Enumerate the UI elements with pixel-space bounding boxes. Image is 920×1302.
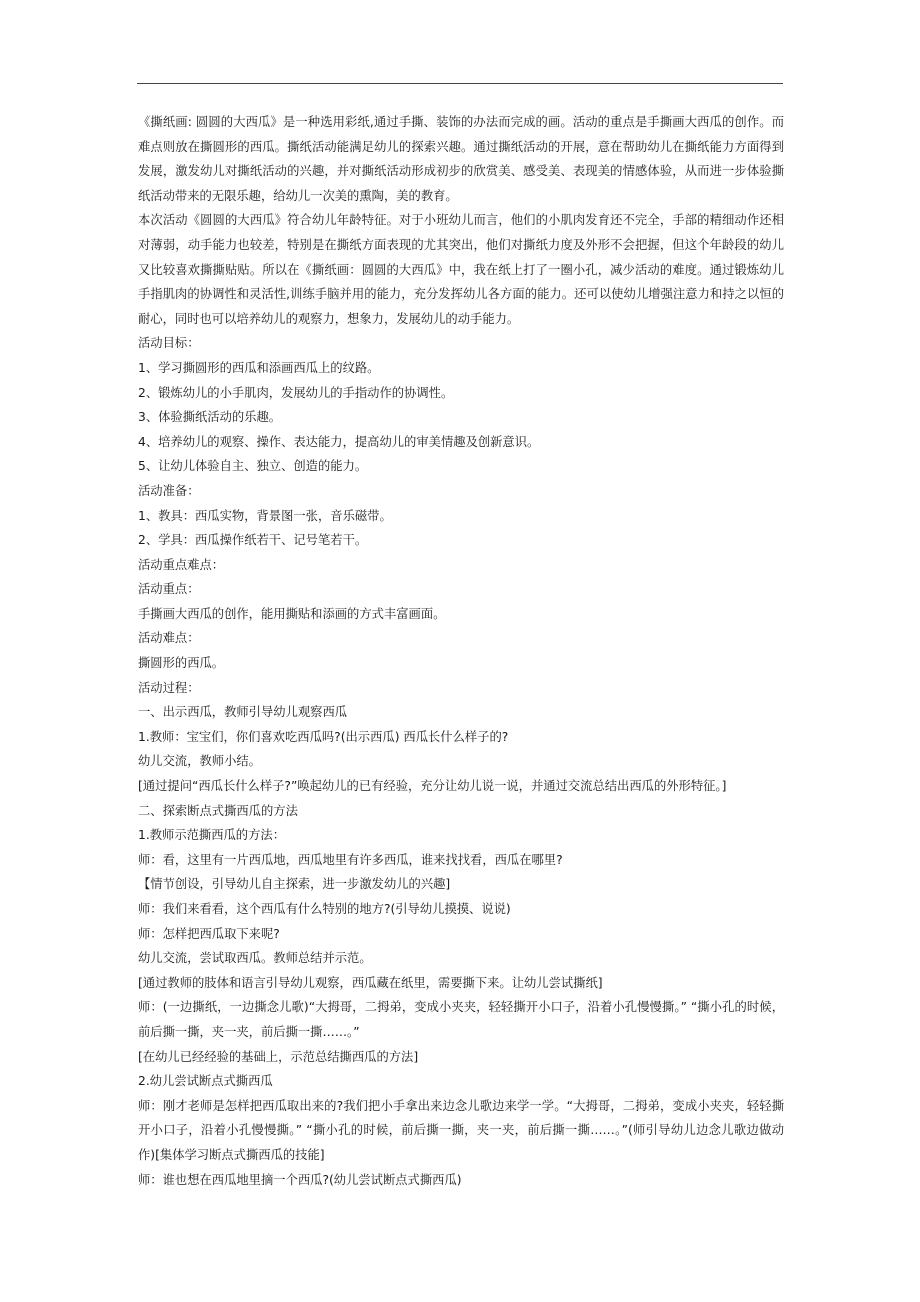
text-line: [在幼儿已经经验的基础上，示范总结撕西瓜的方法]: [138, 1049, 419, 1064]
text-line: 难点则放在撕圆形的西瓜。撕纸活动能满足幼儿的探索兴趣。通过撕纸活动的开展，意在帮助幼儿在撕纸能力方面得到: [138, 139, 784, 154]
text-line: 又比较喜欢撕撕贴贴。所以在《撕纸画：圆圆的大西瓜》中，我在纸上打了一圈小孔，减少活动的难度。通过锻炼幼儿: [138, 262, 784, 277]
text-line: [通过提问“西瓜长什么样子?”唤起幼儿的已有经验，充分让幼儿说一说，并通过交流总结出西瓜的外形特征。]: [138, 779, 727, 794]
text-line: 【情节创设，引导幼儿自主探索，进一步激发幼儿的兴趣]: [138, 877, 451, 892]
text-line: 本次活动《圆圆的大西瓜》符合幼儿年龄特征。对于小班幼儿而言，他们的小肌肉发育还不完全，手部的精细动作还相: [138, 213, 784, 228]
text-line: 1.教师：宝宝们，你们喜欢吃西瓜吗?(出示西瓜) 西瓜长什么样子的?: [138, 729, 509, 744]
text-line: 作)[集体学习断点式撕西瓜的技能]: [138, 1147, 325, 1162]
text-line: [通过教师的肢体和语言引导幼儿观察，西瓜藏在纸里，需要撕下来。让幼儿尝试撕纸]: [138, 975, 603, 990]
text-line: 师：我们来看看，这个西瓜有什么特别的地方?(引导幼儿摸摸、说说): [138, 902, 511, 916]
header-rule: [137, 83, 783, 84]
text-line: 幼儿交流，教师小结。: [138, 754, 261, 769]
text-line: 师：刚才老师是怎样把西瓜取出来的?我们把小手拿出来边念儿歌边来学一学。“大拇哥，二拇弟，变成小夹夹，轻轻撕: [138, 1098, 784, 1113]
text-line: 师：怎样把西瓜取下来呢?: [138, 926, 280, 941]
text-line: 师：谁也想在西瓜地里摘一个西瓜?(幼儿尝试断点式撕西瓜): [138, 1172, 462, 1187]
text-line: 4、培养幼儿的观察、操作、表达能力，提高幼儿的审美情趣及创新意识。: [138, 434, 540, 449]
text-line: 1、教具：西瓜实物，背景图一张，音乐磁带。: [138, 508, 392, 523]
text-line: 二、探索断点式撕西瓜的方法: [138, 803, 298, 818]
text-line: 手指肌肉的协调性和灵活性,训练手脑并用的能力，充分发挥幼儿各方面的能力。还可以使幼儿增强注意力和持之以恒的: [138, 287, 784, 302]
text-line: 师：看，这里有一片西瓜地，西瓜地里有许多西瓜，谁来找找看，西瓜在哪里?: [138, 852, 563, 867]
text-line: 2.幼儿尝试断点式撕西瓜: [138, 1074, 273, 1089]
text-line: 活动过程：: [138, 680, 200, 695]
text-line: 师：(一边撕纸，一边撕念儿歌)“大拇哥，二拇弟，变成小夹夹，轻轻撕开小口子，沿着小孔慢慢撕。” “撕小孔的时候，: [138, 1000, 784, 1015]
text-line: 活动目标：: [138, 336, 200, 351]
text-line: 5、让幼儿体验自主、独立、创造的能力。: [138, 459, 368, 474]
text-line: 《撕纸画: 圆圆的大西瓜》是一种选用彩纸,通过手撕、装饰的办法而完成的画。活动的重点是手撕画大西瓜的创作。而: [138, 115, 784, 129]
text-line: 活动准备：: [138, 483, 200, 498]
text-line: 手撕画大西瓜的创作，能用撕贴和添画的方式丰富画面。: [138, 606, 446, 621]
text-line: 1.教师示范撕西瓜的方法：: [138, 828, 285, 843]
document-body: [138, 110, 784, 1192]
text-line: 对薄弱，动手能力也较差，特别是在撕纸方面表现的尤其突出，他们对撕纸力度及外形不会把握，但这个年龄段的幼儿: [138, 237, 784, 252]
text-line: 活动难点：: [138, 631, 200, 646]
text-line: 发展，激发幼儿对撕纸活动的兴趣，并对撕纸活动形成初步的欣赏美、感受美、表现美的情感体验，从而进一步体验撕: [138, 164, 784, 179]
text-line: 撕圆形的西瓜。: [138, 656, 225, 671]
text-line: 幼儿交流，尝试取西瓜。教师总结并示范。: [138, 951, 372, 966]
text-line: 开小口子，沿着小孔慢慢撕。” “撕小孔的时候，前后撕一撕，夹一夹，前后撕一撕……。”(师引导幼儿边念儿歌边做动: [138, 1123, 784, 1138]
text-line: 活动重点难点：: [138, 557, 225, 572]
text-line: 一、出示西瓜，教师引导幼儿观察西瓜: [138, 705, 348, 720]
text-line: 纸活动带来的无限乐趣，给幼儿一次美的熏陶，美的教育。: [138, 188, 458, 203]
text-line: 3、体验撕纸活动的乐趣。: [138, 410, 282, 425]
text-line: 1、学习撕圆形的西瓜和添画西瓜上的纹路。: [138, 360, 380, 375]
text-line: 前后撕一撕，夹一夹，前后撕一撕……。”: [138, 1024, 360, 1039]
text-line: 2、锻炼幼儿的小手肌肉，发展幼儿的手指动作的协调性。: [138, 385, 454, 400]
text-line: 2、学具：西瓜操作纸若干、记号笔若干。: [138, 533, 368, 548]
text-line: 耐心，同时也可以培养幼儿的观察力，想象力，发展幼儿的动手能力。: [138, 311, 520, 326]
text-line: 活动重点：: [138, 582, 200, 597]
